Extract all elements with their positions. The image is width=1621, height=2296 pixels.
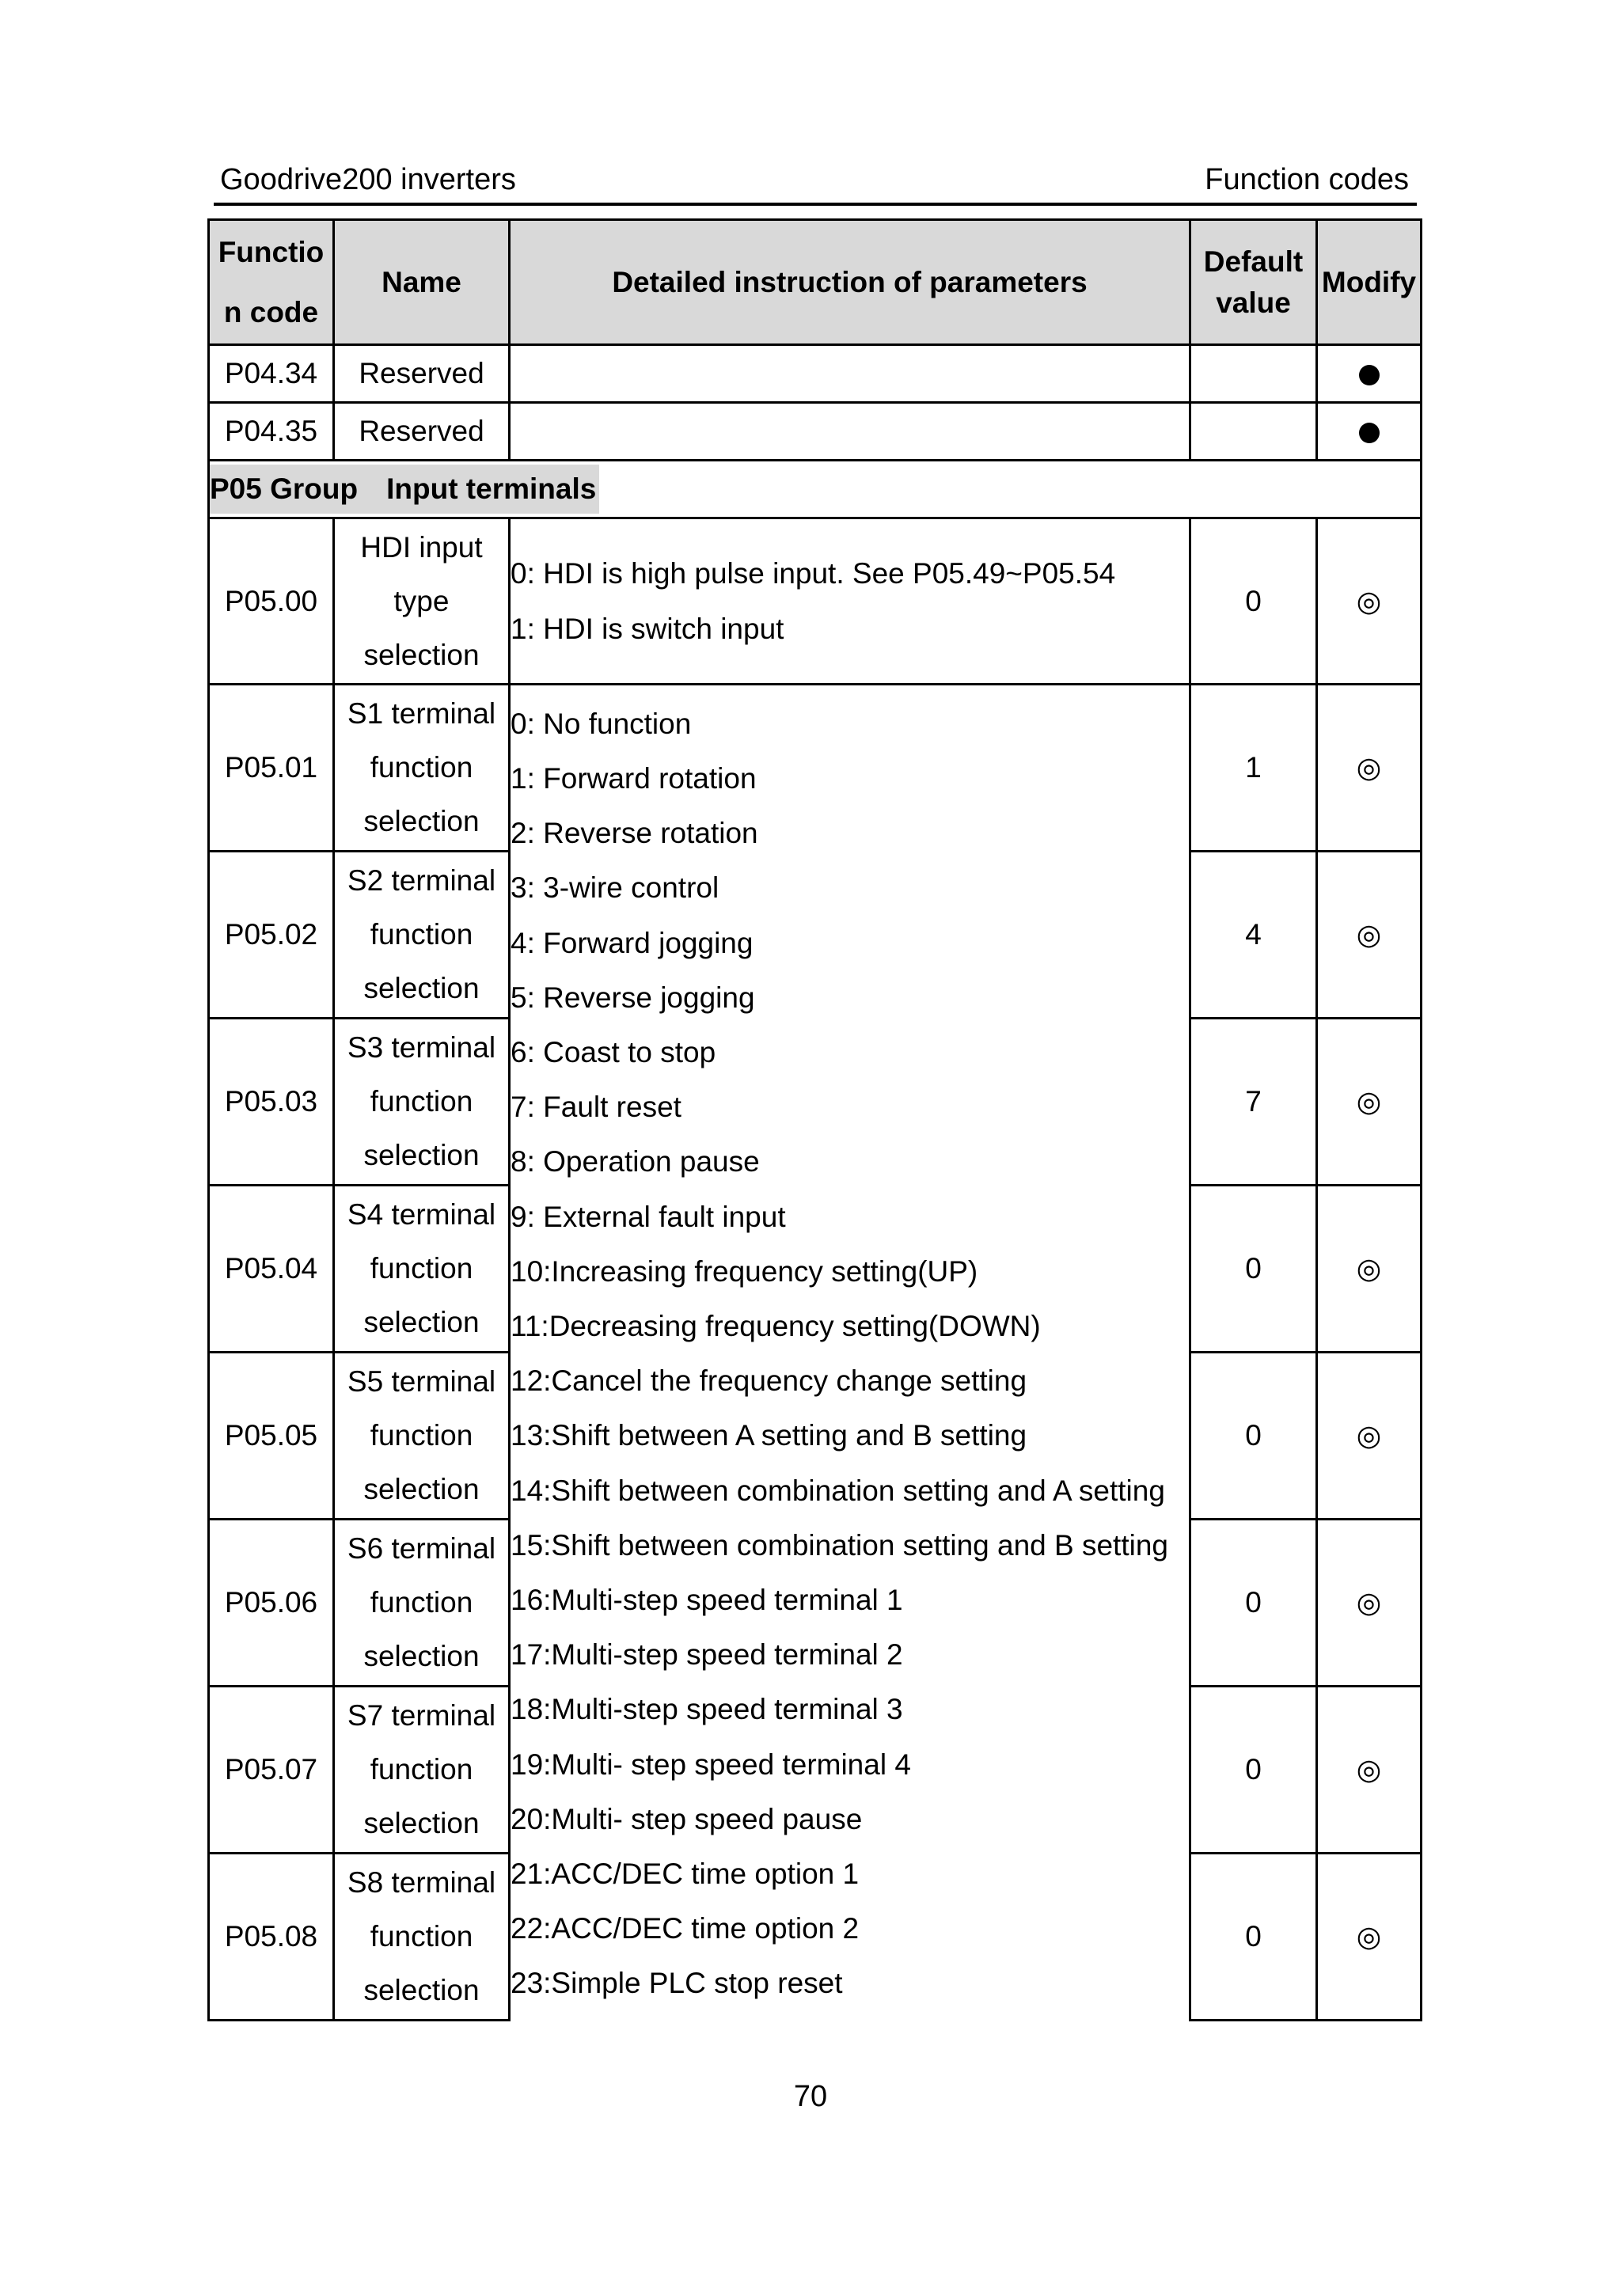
page-number: 70 — [793, 2080, 828, 2113]
col-header-desc: Detailed instruction of parameters — [510, 220, 1190, 345]
function-option: 17:Multi-step speed terminal 2 — [511, 1638, 903, 1672]
function-option: 14:Shift between combination setting and A setting — [511, 1474, 1165, 1507]
table-header-row — [209, 220, 1422, 345]
cell-default — [1190, 345, 1317, 403]
function-option: 4: Forward jogging — [511, 926, 754, 959]
function-option: 11:Decreasing frequency setting(DOWN) — [511, 1310, 1041, 1343]
cell-default: 7 — [1190, 1019, 1317, 1186]
filled-dot-icon — [1359, 365, 1380, 385]
cell-name: Reserved — [334, 403, 510, 461]
cell-code: P05.03 — [209, 1019, 334, 1186]
function-option: 3: 3-wire control — [511, 871, 719, 905]
cell-desc — [510, 345, 1190, 403]
col-header-code: Functio n code — [209, 220, 334, 345]
cell-default: 1 — [1190, 685, 1317, 852]
group-id: P05 Group — [210, 472, 359, 505]
cell-code: P05.05 — [209, 1353, 334, 1520]
cell-default: 0 — [1190, 518, 1317, 685]
group-title: Input terminals — [386, 472, 597, 505]
cell-default: 0 — [1190, 1186, 1317, 1353]
function-option: 0: No function — [511, 707, 692, 740]
function-option: 8: Operation pause — [511, 1145, 760, 1178]
cell-code: P05.07 — [209, 1687, 334, 1854]
cell-code: P05.06 — [209, 1520, 334, 1687]
table-row — [209, 345, 1422, 403]
function-option: 16:Multi-step speed terminal 1 — [511, 1584, 903, 1617]
table-row — [209, 518, 1422, 685]
function-option: 9: External fault input — [511, 1200, 786, 1233]
cell-default: 0 — [1190, 1854, 1317, 2021]
cell-modify: ◎ — [1317, 518, 1422, 685]
cell-code: P04.34 — [209, 345, 334, 403]
table-row — [209, 403, 1422, 461]
cell-modify: ◎ — [1317, 1186, 1422, 1353]
function-option: 19:Multi- step speed terminal 4 — [511, 1748, 911, 1781]
function-option: 15:Shift between combination setting and B setting — [511, 1528, 1168, 1562]
cell-default: 0 — [1190, 1520, 1317, 1687]
cell-code: P05.00 — [209, 518, 334, 685]
function-option: 12:Cancel the frequency change setting — [511, 1364, 1027, 1398]
cell-code: P04.35 — [209, 403, 334, 461]
group-row — [209, 461, 1422, 518]
cell-function-list — [510, 685, 1190, 2021]
cell-code: P05.01 — [209, 685, 334, 852]
cell-code: P05.08 — [209, 1854, 334, 2021]
cell-default — [1190, 403, 1317, 461]
function-option: 13:Shift between A setting and B setting — [511, 1419, 1027, 1452]
function-option: 20:Multi- step speed pause — [511, 1802, 863, 1835]
cell-name: S5 terminal function selection — [334, 1353, 510, 1520]
function-option: 21:ACC/DEC time option 1 — [511, 1858, 860, 1891]
function-option: 22:ACC/DEC time option 2 — [511, 1912, 860, 1945]
filled-dot-icon — [1359, 423, 1380, 443]
cell-name: S8 terminal function selection — [334, 1854, 510, 2021]
cell-modify: ◎ — [1317, 1687, 1422, 1854]
cell-modify: ◎ — [1317, 1019, 1422, 1186]
cell-name: S3 terminal function selection — [334, 1019, 510, 1186]
group-label — [210, 465, 599, 514]
cell-name: S4 terminal function selection — [334, 1186, 510, 1353]
cell-modify — [1317, 345, 1422, 403]
cell-code: P05.04 — [209, 1186, 334, 1353]
cell-modify: ◎ — [1317, 1854, 1422, 2021]
col-header-modify: Modify — [1317, 220, 1422, 345]
function-option: 6: Coast to stop — [511, 1036, 716, 1069]
cell-desc: 0: HDI is high pulse input. See P05.49~P05.54 1: HDI is switch input — [510, 518, 1190, 685]
parameter-table — [207, 218, 1422, 2021]
table-row — [209, 685, 1422, 852]
document-header-title: Goodrive200 inverters — [220, 163, 516, 196]
col-header-name: Name — [334, 220, 510, 345]
function-option: 23:Simple PLC stop reset — [511, 1967, 843, 2000]
cell-name: S6 terminal function selection — [334, 1520, 510, 1687]
cell-name: S2 terminal function selection — [334, 852, 510, 1019]
cell-name: S7 terminal function selection — [334, 1687, 510, 1854]
cell-code: P05.02 — [209, 852, 334, 1019]
cell-modify: ◎ — [1317, 1353, 1422, 1520]
cell-default: 4 — [1190, 852, 1317, 1019]
function-list — [511, 696, 1189, 2011]
cell-default: 0 — [1190, 1687, 1317, 1854]
cell-name: Reserved — [334, 345, 510, 403]
cell-modify: ◎ — [1317, 1520, 1422, 1687]
function-option: 10:Increasing frequency setting(UP) — [511, 1254, 978, 1288]
document-header-section: Function codes — [1205, 163, 1409, 196]
function-option: 7: Fault reset — [511, 1091, 681, 1124]
cell-modify: ◎ — [1317, 852, 1422, 1019]
cell-desc — [510, 403, 1190, 461]
function-option: 5: Reverse jogging — [511, 981, 755, 1014]
cell-modify — [1317, 403, 1422, 461]
header-rule — [214, 203, 1417, 206]
col-header-default: Default value — [1190, 220, 1317, 345]
cell-name: S1 terminal function selection — [334, 685, 510, 852]
function-option: 1: Forward rotation — [511, 762, 757, 795]
cell-default: 0 — [1190, 1353, 1317, 1520]
cell-name: HDI input type selection — [334, 518, 510, 685]
cell-modify: ◎ — [1317, 685, 1422, 852]
function-option: 18:Multi-step speed terminal 3 — [511, 1693, 903, 1726]
function-option: 2: Reverse rotation — [511, 817, 758, 850]
